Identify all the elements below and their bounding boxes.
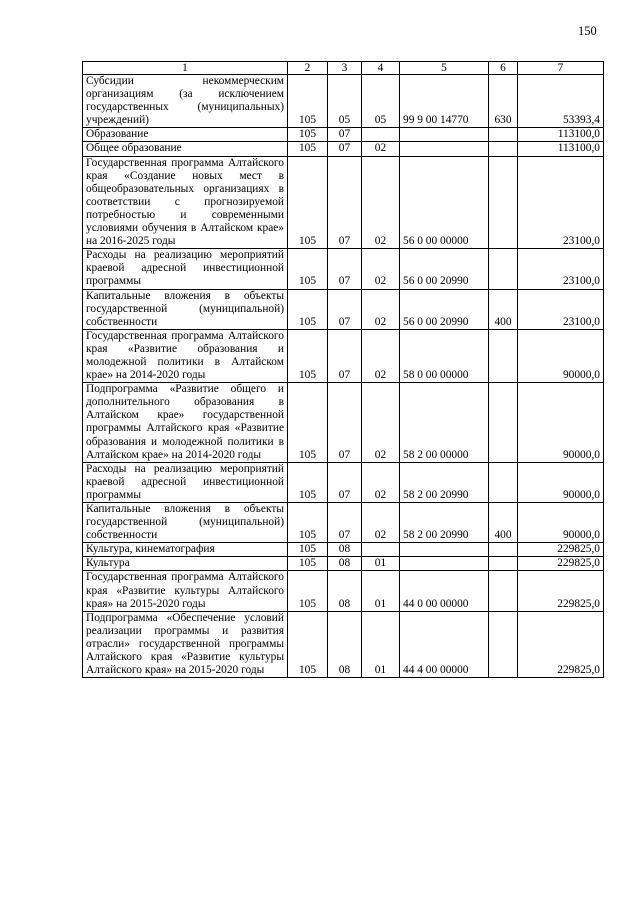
section-cell: 105 (288, 462, 328, 502)
subsection-cell: 07 (328, 462, 362, 502)
section-cell: 105 (288, 128, 328, 142)
amount-cell: 23100,0 (518, 289, 604, 329)
amount-cell: 229825,0 (518, 611, 604, 677)
row-name-cell: Расходы на реализацию мероприятий краевой адресной инвестиционной программы (83, 249, 288, 289)
row-name-cell: Расходы на реализацию мероприятий краевой адресной инвестиционной программы (83, 462, 288, 502)
expense-type-cell (489, 128, 518, 142)
amount-cell: 23100,0 (518, 156, 604, 249)
section-cell: 105 (288, 289, 328, 329)
section-cell: 105 (288, 156, 328, 249)
subsection-cell: 07 (328, 249, 362, 289)
expense-type-cell (489, 543, 518, 557)
division-cell: 02 (362, 142, 400, 156)
row-name-cell: Субсидии некоммерческим организациям (за исключением государственных (муниципальных) учреждений) (83, 75, 288, 128)
subsection-cell: 08 (328, 557, 362, 571)
target-article-cell (400, 557, 489, 571)
division-cell: 02 (362, 249, 400, 289)
header-cell: 4 (362, 62, 400, 75)
table-row (83, 75, 604, 128)
expense-type-cell: 400 (489, 289, 518, 329)
row-name-cell: Капитальные вложения в объекты государственной (муниципальной) собственности (83, 503, 288, 543)
target-article-cell: 58 2 00 00000 (400, 383, 489, 463)
header-cell: 7 (518, 62, 604, 75)
table-row (83, 611, 604, 677)
target-article-cell: 56 0 00 20990 (400, 249, 489, 289)
row-name-cell: Общее образование (83, 142, 288, 156)
amount-cell: 23100,0 (518, 249, 604, 289)
amount-cell: 53393,4 (518, 75, 604, 128)
subsection-cell: 05 (328, 75, 362, 128)
subsection-cell: 07 (328, 156, 362, 249)
target-article-cell (400, 128, 489, 142)
expense-type-cell (489, 383, 518, 463)
division-cell: 01 (362, 571, 400, 611)
expense-type-cell (489, 462, 518, 502)
division-cell: 02 (362, 329, 400, 382)
division-cell: 02 (362, 462, 400, 502)
subsection-cell: 07 (328, 142, 362, 156)
row-name-cell: Культура (83, 557, 288, 571)
header-cell: 1 (83, 62, 288, 75)
amount-cell: 229825,0 (518, 557, 604, 571)
target-article-cell: 56 0 00 00000 (400, 156, 489, 249)
expense-type-cell (489, 611, 518, 677)
row-name-cell: Подпрограмма «Развитие общего и дополнительного образования в Алтайском крае» государственной программы Алтайского края «Развитие образования и молодежной политики в Алтайском крае» на 2014-2020 годы (83, 383, 288, 463)
row-name-cell: Государственная программа Алтайского края «Создание новых мест в общеобразовательных организациях в соответствии с прогнозируемой потребностью и современными условиями обучения в Алтайском крае» на 2016-2025 годы (83, 156, 288, 249)
subsection-cell: 07 (328, 289, 362, 329)
expense-type-cell (489, 156, 518, 249)
table-row (83, 543, 604, 557)
section-cell: 105 (288, 543, 328, 557)
expense-type-cell (489, 557, 518, 571)
amount-cell: 90000,0 (518, 383, 604, 463)
table-row (83, 462, 604, 502)
table-row (83, 571, 604, 611)
row-name-cell: Государственная программа Алтайского края «Развитие культуры Алтайского края» на 2015-2020 годы (83, 571, 288, 611)
section-cell: 105 (288, 329, 328, 382)
table-row (83, 503, 604, 543)
header-cell: 3 (328, 62, 362, 75)
target-article-cell (400, 142, 489, 156)
amount-cell: 90000,0 (518, 462, 604, 502)
division-cell: 02 (362, 383, 400, 463)
section-cell: 105 (288, 249, 328, 289)
amount-cell: 113100,0 (518, 128, 604, 142)
table-header-row (83, 62, 604, 75)
expense-type-cell: 400 (489, 503, 518, 543)
expense-type-cell (489, 329, 518, 382)
target-article-cell: 58 2 00 20990 (400, 462, 489, 502)
expense-type-cell: 630 (489, 75, 518, 128)
table-row (83, 383, 604, 463)
table-row (83, 329, 604, 382)
table-row (83, 557, 604, 571)
division-cell: 05 (362, 75, 400, 128)
expense-type-cell (489, 249, 518, 289)
amount-cell: 90000,0 (518, 329, 604, 382)
division-cell: 02 (362, 503, 400, 543)
subsection-cell: 07 (328, 128, 362, 142)
subsection-cell: 08 (328, 611, 362, 677)
budget-table (82, 61, 604, 678)
table-row (83, 289, 604, 329)
division-cell: 01 (362, 557, 400, 571)
section-cell: 105 (288, 503, 328, 543)
subsection-cell: 08 (328, 543, 362, 557)
section-cell: 105 (288, 383, 328, 463)
subsection-cell: 07 (328, 383, 362, 463)
target-article-cell: 44 4 00 00000 (400, 611, 489, 677)
expense-type-cell (489, 571, 518, 611)
row-name-cell: Подпрограмма «Обеспечение условий реализации программы и развития отрасли» государственной программы Алтайского края «Развитие культуры Алтайского края» на 2015-2020 годы (83, 611, 288, 677)
page-number: 150 (578, 24, 597, 38)
table-row (83, 128, 604, 142)
row-name-cell: Образование (83, 128, 288, 142)
division-cell: 01 (362, 611, 400, 677)
amount-cell: 90000,0 (518, 503, 604, 543)
division-cell (362, 128, 400, 142)
section-cell: 105 (288, 142, 328, 156)
subsection-cell: 07 (328, 503, 362, 543)
row-name-cell: Государственная программа Алтайского края «Развитие образования и молодежной политики в Алтайском крае» на 2014-2020 годы (83, 329, 288, 382)
target-article-cell (400, 543, 489, 557)
header-cell: 5 (400, 62, 489, 75)
table-row (83, 156, 604, 249)
subsection-cell: 07 (328, 329, 362, 382)
target-article-cell: 58 2 00 20990 (400, 503, 489, 543)
header-cell: 6 (489, 62, 518, 75)
amount-cell: 113100,0 (518, 142, 604, 156)
target-article-cell: 58 0 00 00000 (400, 329, 489, 382)
amount-cell: 229825,0 (518, 571, 604, 611)
header-cell: 2 (288, 62, 328, 75)
table-row (83, 142, 604, 156)
row-name-cell: Культура, кинематография (83, 543, 288, 557)
target-article-cell: 56 0 00 20990 (400, 289, 489, 329)
division-cell: 02 (362, 156, 400, 249)
section-cell: 105 (288, 571, 328, 611)
expense-type-cell (489, 142, 518, 156)
table-row (83, 249, 604, 289)
division-cell: 02 (362, 289, 400, 329)
subsection-cell: 08 (328, 571, 362, 611)
section-cell: 105 (288, 611, 328, 677)
target-article-cell: 99 9 00 14770 (400, 75, 489, 128)
division-cell (362, 543, 400, 557)
amount-cell: 229825,0 (518, 543, 604, 557)
section-cell: 105 (288, 75, 328, 128)
section-cell: 105 (288, 557, 328, 571)
row-name-cell: Капитальные вложения в объекты государственной (муниципальной) собственности (83, 289, 288, 329)
target-article-cell: 44 0 00 00000 (400, 571, 489, 611)
